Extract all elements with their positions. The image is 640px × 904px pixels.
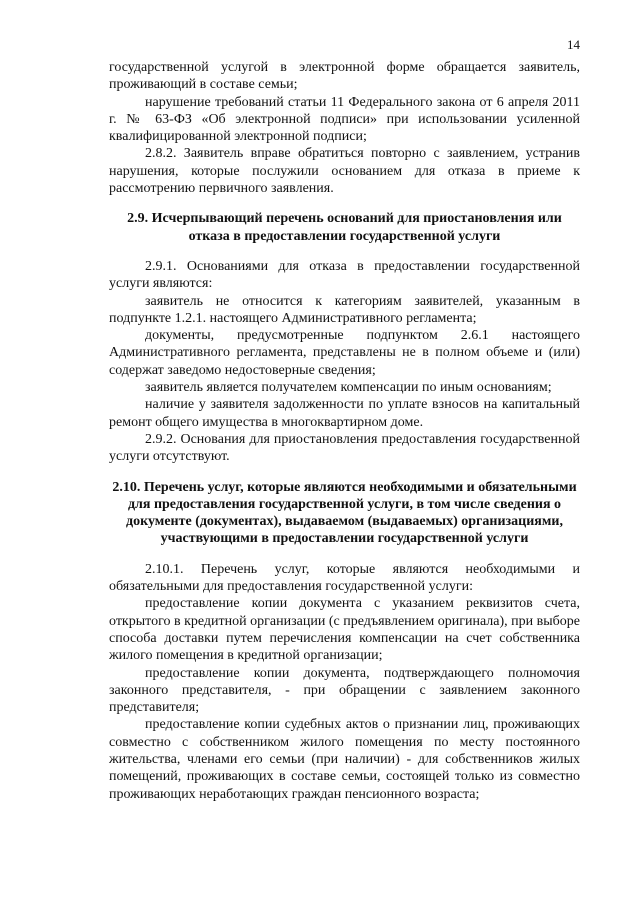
paragraph: нарушение требований статьи 11 Федерального закона от 6 апреля 2011 г. № 63-ФЗ «Об электронной подписи» при использовании усиленной квалифицированной электронной подписи;: [109, 94, 580, 145]
paragraph: заявитель является получателем компенсации по иным основаниям;: [145, 380, 552, 396]
paragraph: 2.9.2. Основания для приостановления предоставления государственной услуги отсутствуют.: [109, 431, 580, 465]
section-heading-2-10: 2.10. Перечень услуг, которые являются необходимыми и обязательными для предоставления государственной услуги, в том числе сведения о документе (документах), выдаваемом (выдаваемых) организациями, участвующими в предоставлении государственной услуги: [112, 479, 577, 547]
document-body: [109, 59, 580, 803]
paragraph: 2.10.1. Перечень услуг, которые являются необходимыми и обязательными для предоставления государственной услуги:: [109, 561, 580, 595]
paragraph: наличие у заявителя задолженности по уплате взносов на капитальный ремонт общего имущества в многоквартирном доме.: [109, 397, 580, 430]
paragraph: предоставление копии судебных актов о признании лиц, проживающих совместно с собственником жилого помещения по месту постоянного жительства, членами его семьи (при наличии) - для собственников жилых помещений, проживающих в составе семьи, состоящей только из совместно проживающих неработающих граждан пенсионного возраста;: [109, 717, 580, 802]
paragraph: документы, предусмотренные подпунктом 2.6.1 настоящего Административного регламента, представлены не в полном объеме и (или) содержат заведомо недостоверные сведения;: [109, 328, 580, 378]
section-heading-2-9: 2.9. Исчерпывающий перечень оснований для приостановления или отказа в предоставлении государственной услуги: [127, 211, 562, 244]
paragraph: государственной услугой в электронной форме обращается заявитель, проживающий в составе семьи;: [109, 60, 580, 93]
page-number: 14: [567, 37, 580, 52]
paragraph: 2.9.1. Основаниями для отказа в предоставлении государственной услуги являются:: [109, 258, 580, 292]
paragraph: предоставление копии документа, подтверждающего полномочия законного представителя, - при обращении с заявлением законного представителя;: [109, 665, 580, 716]
paragraph: предоставление копии документа с указанием реквизитов счета, открытого в кредитной организации (с предъявлением оригинала), при выборе способа доставки путем перечисления компенсации на счет собственника жилого помещения в кредитной организации;: [109, 596, 580, 664]
paragraph: заявитель не относится к категориям заявителей, указанным в подпункте 1.2.1. настоящего Административного регламента;: [109, 293, 580, 326]
paragraph: 2.8.2. Заявитель вправе обратиться повторно с заявлением, устранив нарушения, которые послужили основанием для отказа в приеме к рассмотрению первичного заявления.: [109, 146, 580, 197]
